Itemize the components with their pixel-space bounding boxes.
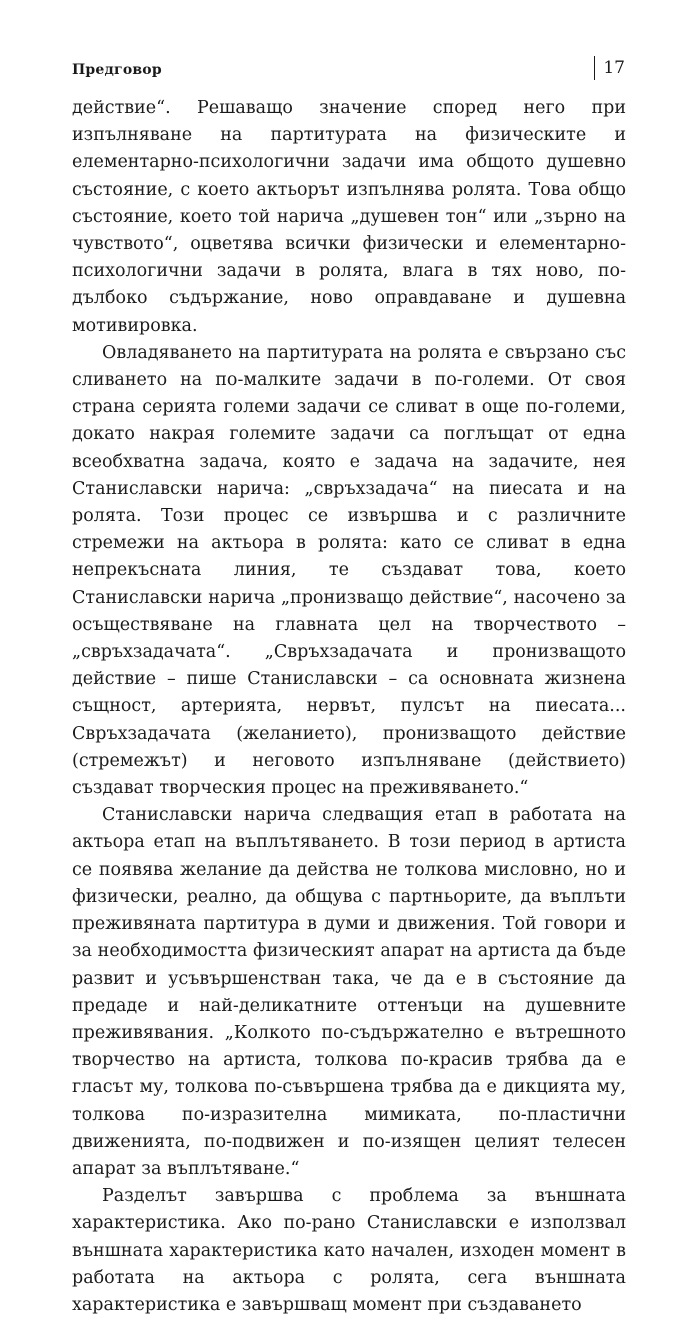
paragraph-continuation: действие“. Решаващо значение според него при изпълняване на партитурата на физическите и елементарно-психологични задачи има общото душевно състояние, с което актьорът изпълнява ролята. Това общо състояние, което той нарича „душевен тон“ или „зърно на чувството“, оцветява всички физически и елементарно-психологични задачи в ролята, влага в тях ново, по-дълбоко съдържание, ново оправдаване и душевна мотивировка.: [72, 98, 626, 336]
page-number-value: 17: [603, 58, 625, 78]
paragraph: Овладяването на партитурата на ролята е свързано със сливането на по-малките задачи в по-големи. От своя страна серията големи задачи се сливат в още по-големи, докато накрая големите задачи са поглъщат от една всеобхватна задача, която е задача на задачите, нея Станиславски нарича: „свръхзадача“ на пиесата и на ролята. Този процес се извършва и с различните стремежи на актьора в ролята: като се сливат в една непрекъсната линия, те създават това, което Станиславски нарича „пронизващо действие“, насочено за осъществяване на главната цел на творчеството – „свръхзадачата“. „Свръхзадачата и пронизващото действие – пише Станиславски – са основната жизнена същност, артерията, нервът, пулсът на пиесата... Свръхзадачата (желанието), пронизващото действие (стремежът) и неговото изпълняване (действието) създават творческия процес на преживяването.“: [72, 342, 626, 799]
page-number: [594, 56, 625, 80]
body-text: [72, 95, 626, 1319]
page-number-rule: [594, 56, 595, 80]
paragraph: Станиславски нарича следващия етап в работата на актьора етап на въплътяването. В този период в артиста се появява желание да действа не толкова мисловно, но и физически, реално, да общува с партньорите, да въплъти преживяната партитура в думи и движения. Той говори и за необходимостта физическият апарат на артиста да бъде развит и усъвършенстван така, че да е в състояние да предаде и най-деликатните оттенъци на душевните преживявания. „Колкото по-съдържателно е вътрешното творчество на артиста, толкова по-красив трябва да е гласът му, толкова по-съвършена трябва да е дикцията му, толкова по-изразителна мимиката, по-пластични движенията, по-подвижен и по-изящен целият телесен апарат за въплътяване.“: [72, 805, 626, 1179]
running-title: Предговор: [72, 62, 162, 78]
paragraph: Разделът завършва с проблема за външната характеристика. Ако по-рано Станиславски е използвал външната характеристика като начален, изходен момент в работата на актьора с ролята, сега външната характеристика е завършващ момент при създаването: [72, 1186, 626, 1315]
